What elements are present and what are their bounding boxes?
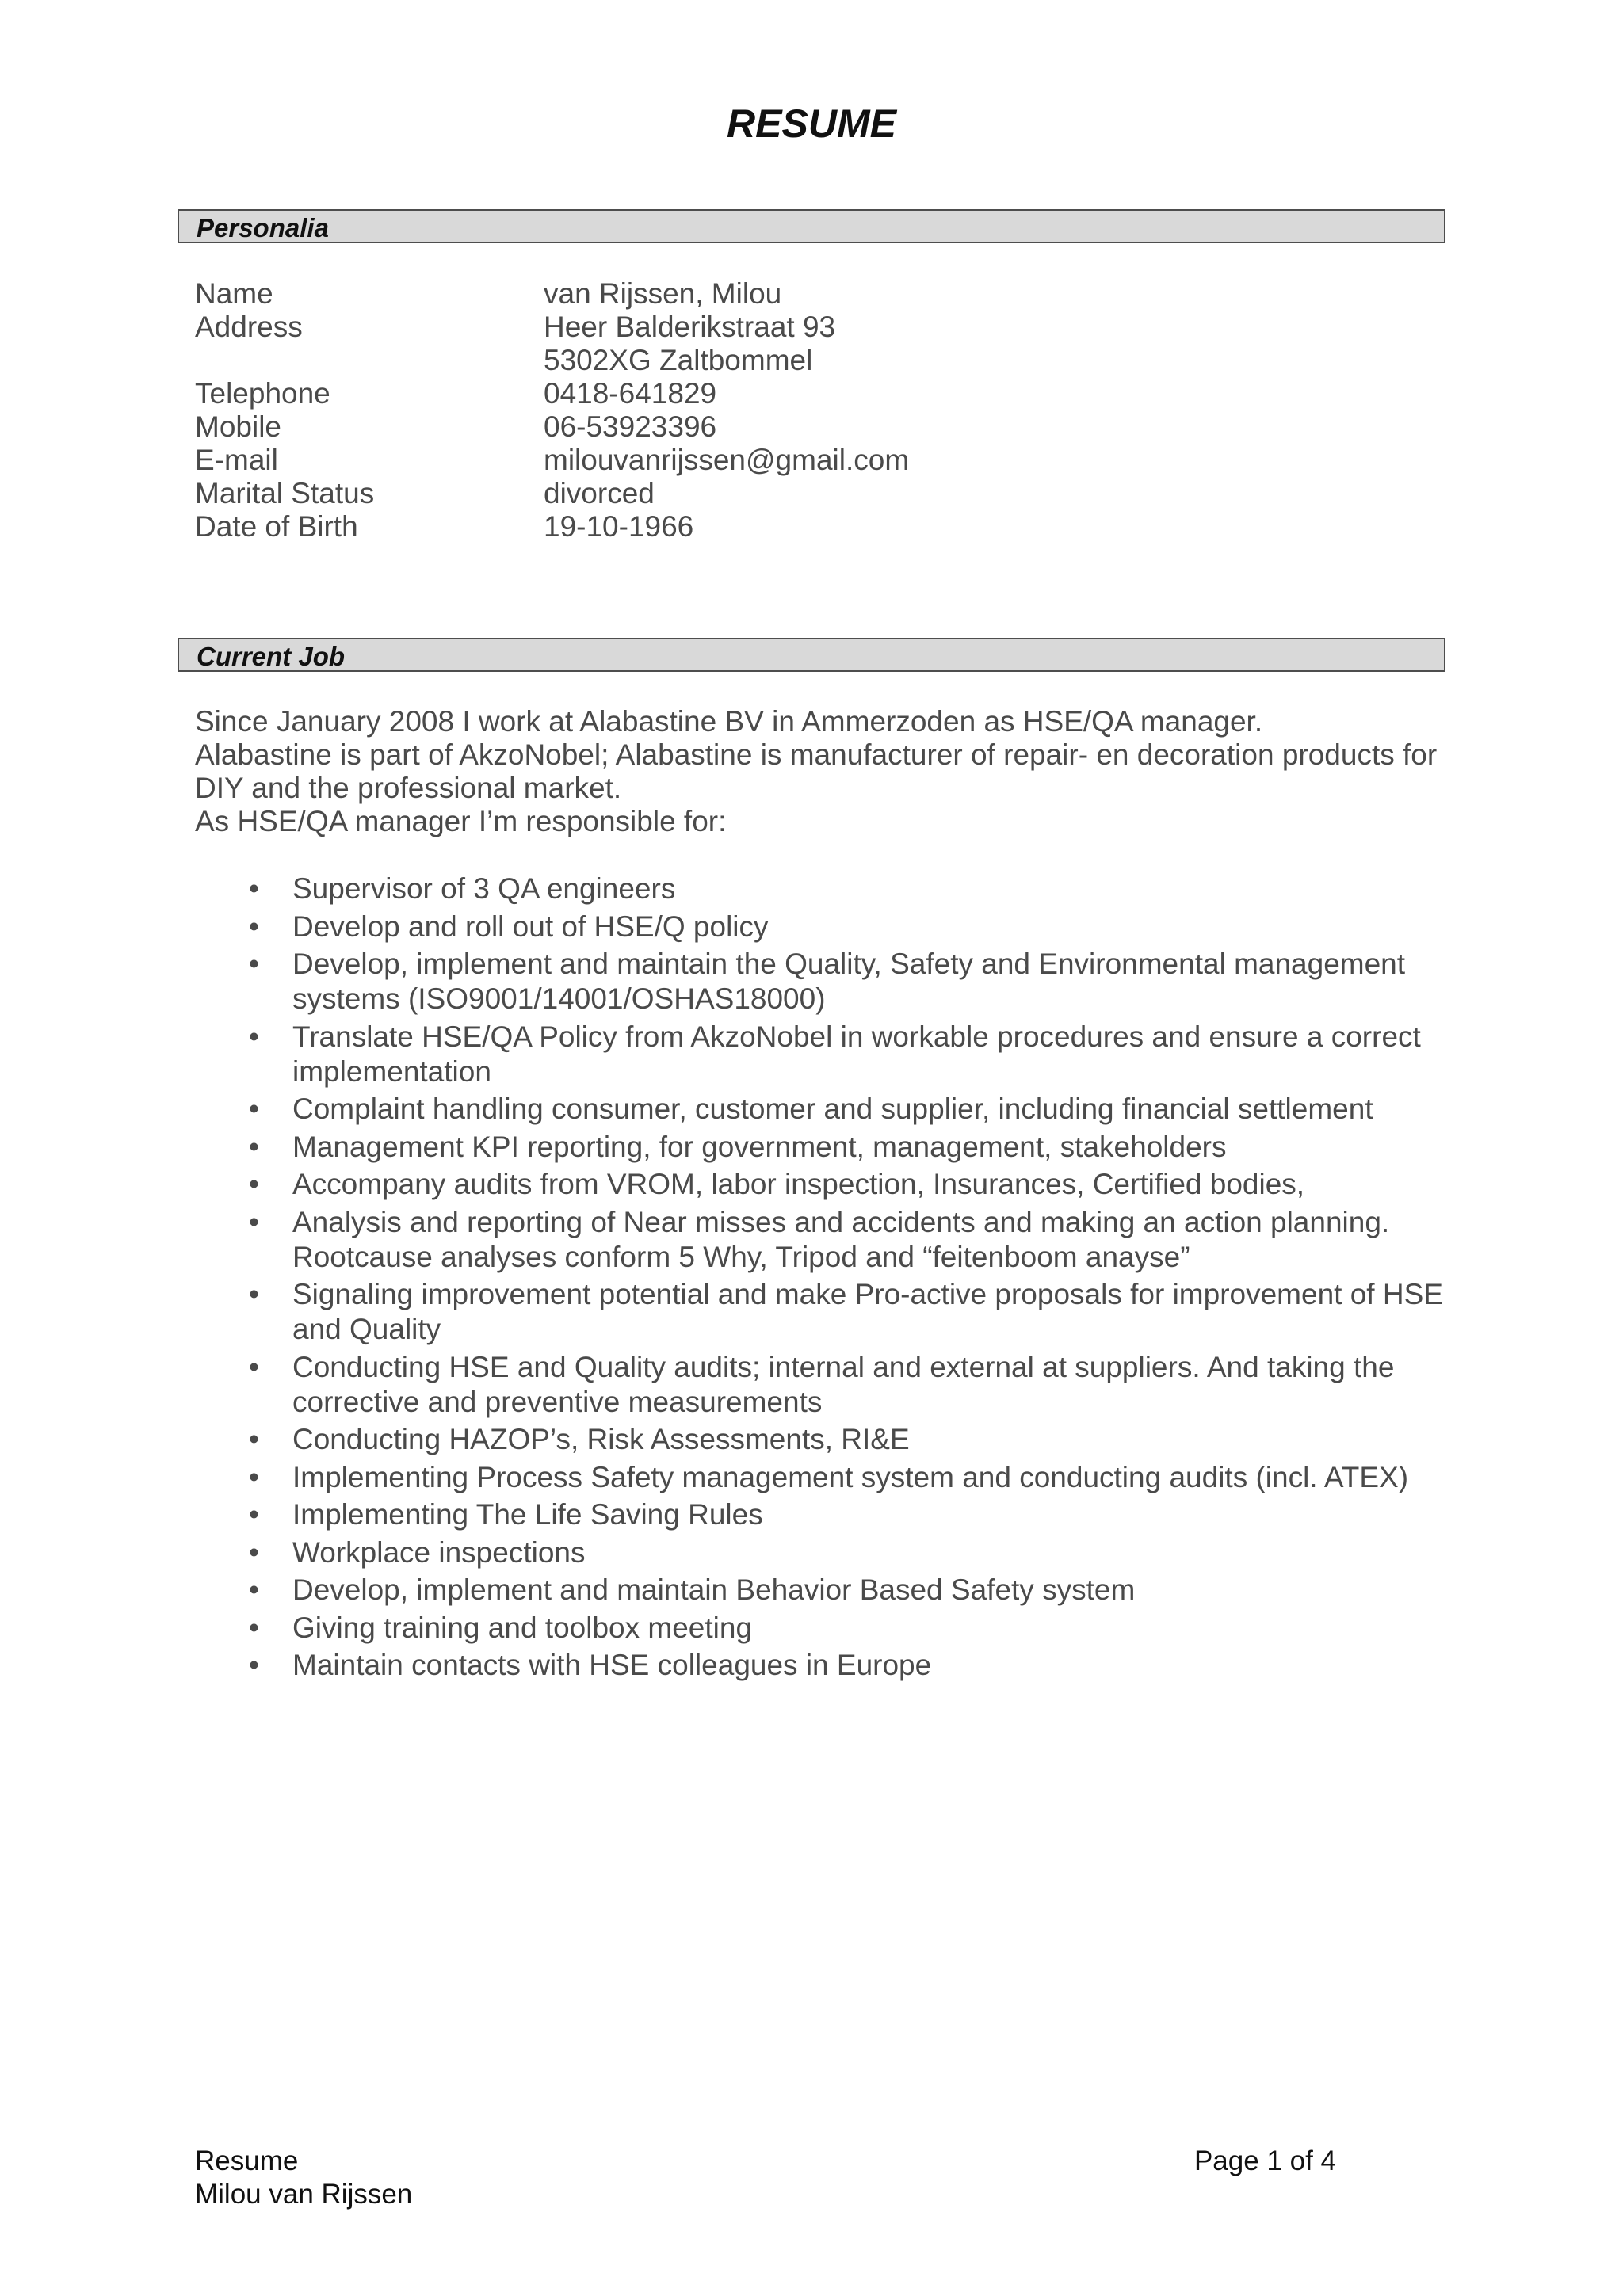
field-label: Mobile [195, 410, 281, 443]
bullet-icon: • [249, 910, 259, 943]
list-item [195, 1020, 1447, 1089]
intro-paragraph: Alabastine is part of AkzoNobel; Alabastine is manufacturer of repair- en decoration products for DIY and the professional market. [195, 738, 1438, 804]
section-header-current-job [178, 638, 1445, 672]
list-item [195, 910, 1447, 944]
list-item [195, 1497, 1447, 1532]
field-label: Telephone [195, 377, 330, 410]
list-item [195, 1573, 1447, 1608]
personalia-row-telephone [195, 377, 1384, 410]
field-value: divorced [544, 477, 655, 509]
footer-page-number: Page 1 of 4 [1193, 2145, 1336, 2176]
list-item [195, 947, 1447, 1016]
bullet-icon: • [249, 1649, 259, 1681]
list-item-text: Analysis and reporting of Near misses and accidents and making an action planning. Rootcause analyses conform 5 Why, Tripod and “feitenboom anayse” [292, 1205, 1390, 1273]
personalia-row-name [195, 277, 1384, 311]
field-label [195, 344, 544, 377]
list-item-text: Implementing Process Safety management system and conducting audits (incl. ATEX) [292, 1460, 1409, 1493]
field-value: 5302XG Zaltbommel [544, 344, 813, 376]
personalia-row-address-line-2 [195, 344, 1384, 377]
bullet-icon: • [249, 872, 259, 905]
list-item-text: Implementing The Life Saving Rules [292, 1498, 763, 1531]
bullet-icon: • [249, 1205, 259, 1238]
list-item-text: Giving training and toolbox meeting [292, 1611, 753, 1644]
list-item [195, 1167, 1447, 1202]
field-label: E-mail [195, 444, 278, 476]
list-item-text: Supervisor of 3 QA engineers [292, 872, 676, 905]
bullet-icon: • [249, 1460, 259, 1493]
section-title: Current Job [197, 642, 346, 671]
bullet-icon: • [249, 1020, 259, 1053]
section-title: Personalia [197, 213, 329, 242]
bullet-icon: • [249, 948, 259, 980]
footer-author: Milou van Rijssen [195, 2179, 413, 2210]
bullet-icon: • [249, 1611, 259, 1644]
field-value: 06-53923396 [544, 410, 717, 443]
personalia-row-mobile [195, 410, 1384, 444]
field-label: Name [195, 277, 273, 310]
field-value: milouvanrijssen@gmail.com [544, 444, 910, 476]
bullet-icon: • [249, 1350, 259, 1383]
intro-paragraph: Since January 2008 I work at Alabastine BV in Ammerzoden as HSE/QA manager. [195, 705, 1263, 738]
field-value: van Rijssen, Milou [544, 277, 782, 310]
list-item-text: Workplace inspections [292, 1535, 586, 1569]
list-item [195, 1205, 1447, 1275]
personalia-table [195, 277, 1384, 543]
personalia-row-date-of-birth [195, 510, 1384, 543]
list-item-text: Develop and roll out of HSE/Q policy [292, 910, 769, 943]
field-value: Heer Balderikstraat 93 [544, 311, 836, 343]
list-item-text: Maintain contacts with HSE colleagues in Europe [292, 1649, 932, 1681]
field-value: 19-10-1966 [544, 510, 694, 543]
list-item [195, 1460, 1447, 1495]
list-item [195, 1648, 1447, 1683]
list-item-text: Conducting HSE and Quality audits; internal and external at suppliers. And taking the corrective and preventive measurements [292, 1350, 1395, 1418]
bullet-icon: • [249, 1168, 259, 1200]
field-label: Address [195, 311, 303, 343]
field-label: Marital Status [195, 477, 375, 509]
bullet-icon: • [249, 1278, 259, 1310]
list-item [195, 1611, 1447, 1646]
list-item-text: Develop, implement and maintain Behavior Based Safety system [292, 1573, 1136, 1606]
responsibilities-list [195, 871, 1447, 1686]
page-title: RESUME [727, 101, 896, 146]
bullet-icon: • [249, 1535, 259, 1569]
bullet-icon: • [249, 1423, 259, 1455]
list-item [195, 1422, 1447, 1457]
list-item-text: Translate HSE/QA Policy from AkzoNobel in workable procedures and ensure a correct implementation [292, 1020, 1421, 1088]
list-item-text: Develop, implement and maintain the Quality, Safety and Environmental management systems (ISO9001/14001/OSHAS18000) [292, 948, 1406, 1015]
list-item [195, 1277, 1447, 1347]
list-item-text: Management KPI reporting, for government, management, stakeholders [292, 1130, 1227, 1163]
list-item [195, 1535, 1447, 1570]
list-item [195, 1130, 1447, 1165]
footer-doc-label: Resume [195, 2145, 299, 2176]
list-item [195, 1350, 1447, 1420]
field-value: 0418-641829 [544, 377, 717, 410]
list-item-text: Complaint handling consumer, customer and supplier, including financial settlement [292, 1093, 1373, 1125]
page-footer [195, 2145, 1336, 2211]
personalia-row-address [195, 311, 1384, 344]
bullet-icon: • [249, 1498, 259, 1531]
intro-paragraph: As HSE/QA manager I’m responsible for: [195, 805, 727, 837]
list-item [195, 871, 1447, 906]
personalia-row-marital-status [195, 477, 1384, 510]
bullet-icon: • [249, 1573, 259, 1606]
list-item-text: Conducting HAZOP’s, Risk Assessments, RI&E [292, 1423, 910, 1455]
list-item-text: Signaling improvement potential and make Pro-active proposals for improvement of HSE and Quality [292, 1278, 1443, 1345]
bullet-icon: • [249, 1130, 259, 1163]
list-item [195, 1092, 1447, 1127]
list-item-text: Accompany audits from VROM, labor inspection, Insurances, Certified bodies, [292, 1168, 1305, 1200]
personalia-row-email [195, 444, 1384, 477]
field-label: Date of Birth [195, 510, 358, 543]
section-header-personalia [178, 209, 1445, 243]
current-job-intro [195, 705, 1447, 838]
bullet-icon: • [249, 1093, 259, 1125]
